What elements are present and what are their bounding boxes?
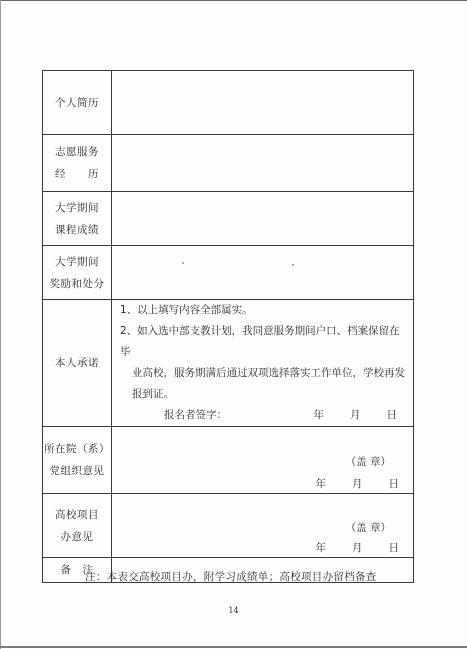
page-number: 14 — [228, 606, 239, 615]
school-seal-label: （盖 章） — [345, 522, 391, 534]
date-day: 日 — [388, 542, 399, 554]
pledge-item-1: 1、以上填写内容全部属实。 — [120, 304, 253, 316]
date-month: 月 — [350, 409, 361, 421]
field-course-grades[interactable] — [112, 192, 414, 246]
row-awards-penalties — [43, 246, 414, 300]
footnote: 注：本表交高校项目办，附学习成绩单；高校项目办留档备查 — [85, 571, 377, 583]
scan-speck — [292, 264, 294, 266]
row-pledge — [43, 300, 414, 427]
row-volunteer-experience — [43, 135, 414, 192]
label-remarks: 备 注 — [43, 558, 112, 583]
row-course-grades — [43, 192, 414, 246]
scan-edge-top — [0, 0, 467, 1]
label-school-opinion: 高校项目 办意见 — [43, 494, 112, 558]
field-awards-penalties[interactable] — [112, 246, 414, 300]
label-volunteer-experience: 志愿服务 经 历 — [43, 135, 112, 192]
signature-date — [314, 405, 398, 426]
pledge-item-2-line-1: 2、如入选中部支教计划，我同意服务期间户口、档案保留在毕 — [120, 325, 400, 358]
label-personal-resume: 个人简历 — [43, 71, 112, 135]
row-personal-resume — [43, 71, 414, 135]
date-month: 月 — [352, 478, 363, 490]
field-personal-resume[interactable] — [112, 71, 414, 135]
row-college-opinion — [43, 427, 414, 494]
college-seal-label: （盖 章） — [345, 456, 391, 468]
field-college-opinion[interactable] — [112, 427, 414, 494]
label-pledge: 本人承诺 — [43, 300, 112, 427]
date-month: 月 — [352, 542, 363, 554]
scan-edge-bottom — [0, 646, 467, 648]
label-college-opinion: 所在院（系） 党组织意见 — [43, 427, 112, 494]
label-awards-penalties: 大学期间 奖励和处分 — [43, 246, 112, 300]
field-school-opinion[interactable] — [112, 494, 414, 558]
row-school-opinion — [43, 494, 414, 558]
scan-speck — [182, 262, 184, 264]
field-volunteer-experience[interactable] — [112, 135, 414, 192]
signature-row — [112, 405, 413, 426]
pledge-item-2-line-3: 报到证。 — [132, 388, 174, 400]
pledge-content — [112, 300, 414, 427]
scan-edge-left — [0, 0, 1, 649]
date-year: 年 — [313, 409, 324, 421]
application-form-table — [42, 70, 414, 583]
date-year: 年 — [315, 542, 326, 554]
date-day: 日 — [386, 409, 397, 421]
signature-label: 报名者签字： — [164, 409, 227, 421]
college-date — [316, 476, 400, 491]
label-course-grades: 大学期间 课程成绩 — [43, 192, 112, 246]
school-date — [316, 540, 400, 555]
date-day: 日 — [388, 478, 399, 490]
date-year: 年 — [315, 478, 326, 490]
pledge-item-2-line-2: 业高校，服务期满后通过双项选择落实工作单位，学校再发 — [132, 367, 405, 379]
